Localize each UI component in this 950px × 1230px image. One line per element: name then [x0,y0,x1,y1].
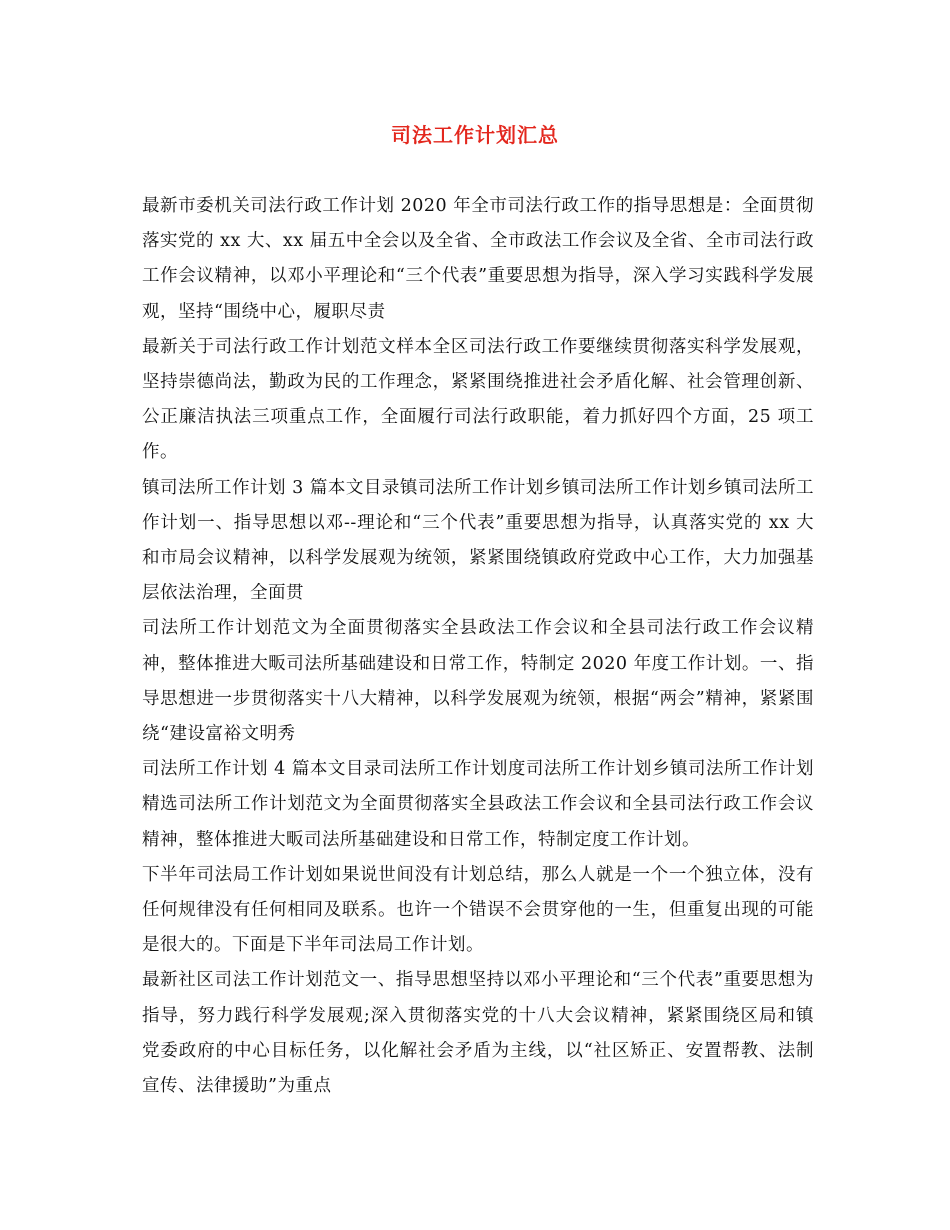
document-body [142,189,814,1104]
paragraph-5: 司法所工作计划 4 篇本文目录司法所工作计划度司法所工作计划乡镇司法所工作计划精选司法所工作计划范文为全面贯彻落实全县政法工作会议和全县司法行政工作会议精神，整体推进大畈司法所基础建设和日常工作，特制定度工作计划。 [142,759,814,850]
paragraph-6: 下半年司法局工作计划如果说世间没有计划总结，那么人就是一个一个独立体，没有任何规律没有任何相同及联系。也许一个错误不会贯穿他的一生，但重复出现的可能是很大的。下面是下半年司法局工作计划。 [142,864,814,956]
paragraph-7: 最新社区司法工作计划范文一、指导思想坚持以邓小平理论和“三个代表”重要思想为指导，努力践行科学发展观;深入贯彻落实党的十八大会议精神，紧紧围绕区局和镇党委政府的中心目标任务，以化解社会矛盾为主线，以“社区矫正、安置帮教、法制宣传、法律援助”为重点 [142,970,814,1097]
paragraph-4: 司法所工作计划范文为全面贯彻落实全县政法工作会议和全县司法行政工作会议精神，整体推进大畈司法所基础建设和日常工作，特制定 2020 年度工作计划。一、指导思想进一步贯彻落实十八大精神，以科学发展观为统领，根据“两会”精神，紧紧围绕“建设富裕文明秀 [142,618,814,745]
paragraph-2: 最新关于司法行政工作计划范文样本全区司法行政工作要继续贯彻落实科学发展观，坚持崇德尚法，勤政为民的工作理念，紧紧围绕推进社会矛盾化解、社会管理创新、公正廉洁执法三项重点工作，全面履行司法行政职能，着力抓好四个方面，25 项工作。 [142,336,814,463]
page-title: 司法工作计划汇总 [391,123,559,147]
paragraph-1: 最新市委机关司法行政工作计划 2020 年全市司法行政工作的指导思想是：全面贯彻落实党的 xx 大、xx 届五中全会以及全省、全市政法工作会议及全省、全市司法行政工作会议精神，以邓小平理论和“三个代表”重要思想为指导，深入学习实践科学发展观，坚持“围绕中心，履职尽责 [142,196,814,322]
paragraph-3: 镇司法所工作计划 3 篇本文目录镇司法所工作计划乡镇司法所工作计划乡镇司法所工作计划一、指导思想以邓--理论和“三个代表”重要思想为指导，认真落实党的 xx 大和市局会议精神，以科学发展观为统领，紧紧围绕镇政府党政中心工作，大力加强基层依法治理，全面贯 [142,477,814,604]
